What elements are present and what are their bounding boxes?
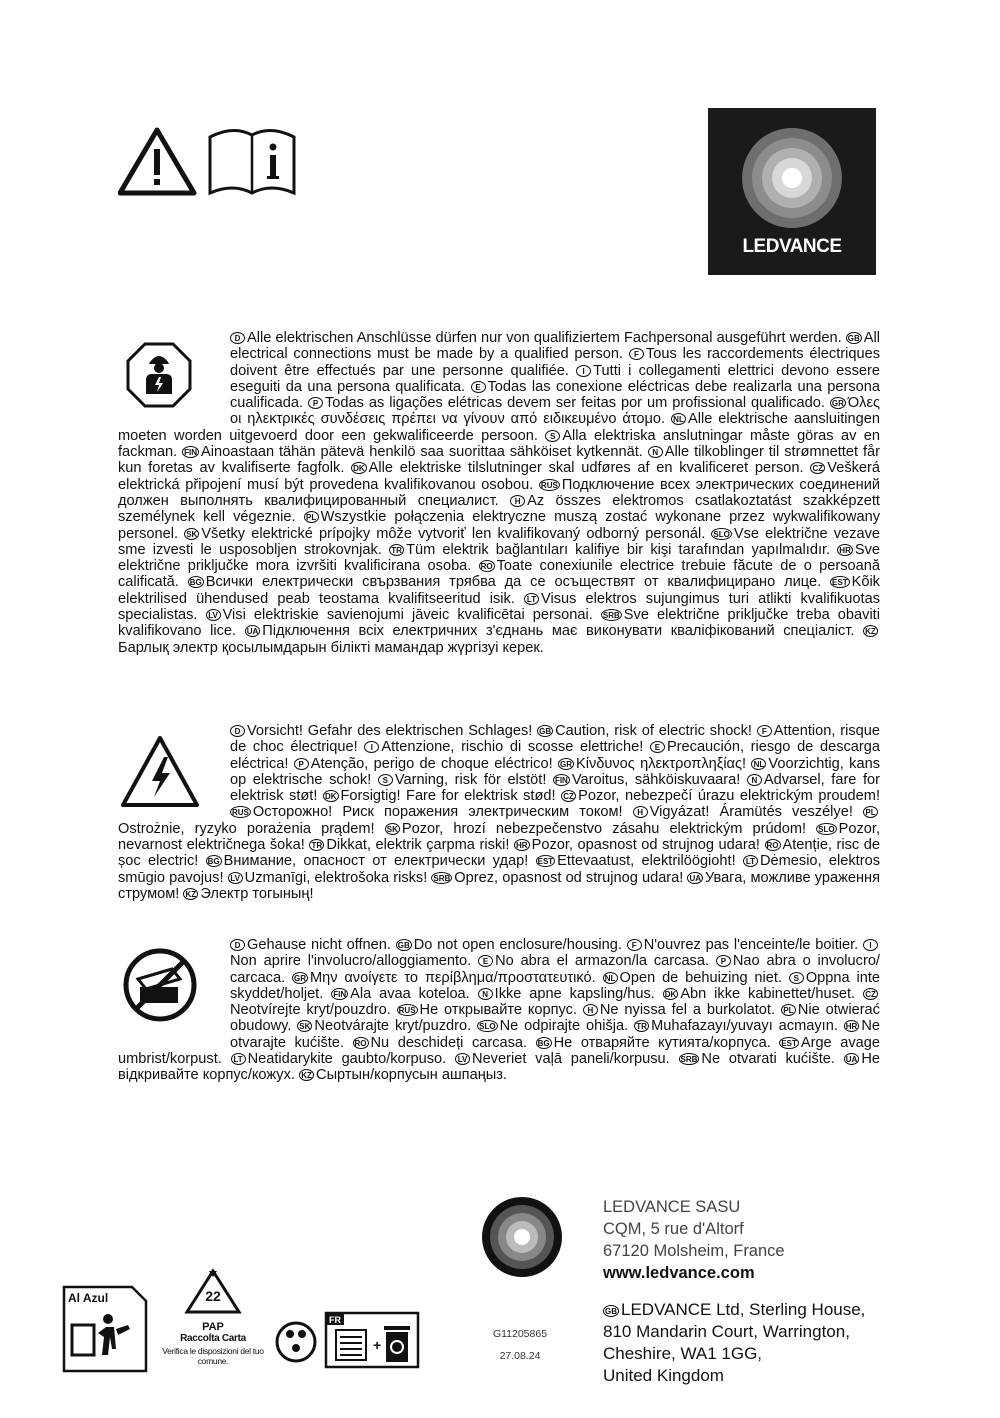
country-code-badge: S: [378, 774, 393, 786]
country-code-badge: TR: [309, 839, 324, 851]
lang-entry: [378, 772, 553, 788]
lang-entry: [583, 1002, 781, 1018]
country-code-badge: S: [545, 430, 560, 442]
lang-entry: [364, 739, 650, 755]
country-code-badge: I: [863, 939, 878, 951]
country-code-badge: F: [627, 939, 642, 951]
country-code-badge: D: [230, 939, 245, 951]
enclosure-section: [118, 937, 880, 1084]
entry-text: Ala avaa koteloa.: [350, 985, 470, 1002]
lang-entry: [679, 1051, 844, 1067]
entry-text: Alle elektrischen Anschlüsse dürfen nur von qualifiziertem Fachpersonal ausgeführt werden.: [247, 330, 842, 346]
lang-entry: [455, 1051, 678, 1067]
entry-text: Не отваряйте кутията/корпуса.: [553, 1034, 771, 1051]
entry-text: Dėmesio, elektros smūgio pavojus!: [118, 853, 881, 886]
entry-text: Toate conexiunile electrice trebuie făcute de o persoană calificată.: [118, 558, 880, 591]
lang-entry: [206, 607, 601, 623]
lang-entry: [331, 986, 477, 1002]
country-code-badge: SRB: [680, 1055, 698, 1065]
country-code-badge: SRB: [433, 873, 451, 883]
entry-text: Не відкривайте корпус/кожух.: [118, 1051, 880, 1084]
lang-entry: [299, 1067, 507, 1083]
lang-entry: [431, 870, 687, 886]
country-code-badge: FIN: [554, 775, 568, 785]
entry-text: Caution, risk of electric shock!: [555, 723, 752, 739]
lang-entry: [396, 937, 627, 953]
entry-text: Nao abra o involucro/ carcaca.: [230, 953, 880, 986]
country-code-badge: I: [364, 741, 379, 753]
country-code-badge: H: [633, 806, 648, 818]
country-code-badge: GB: [397, 941, 410, 950]
lang-entry: [603, 970, 789, 986]
entry-text: Pozor, opasnost od strujnog udara!: [531, 837, 760, 854]
country-code-badge: P: [294, 758, 309, 770]
country-code-badge: E: [478, 955, 493, 967]
country-code-badge: SK: [186, 529, 198, 539]
qualified-person-section: [118, 330, 880, 656]
entry-text: Do not open enclosure/housing.: [413, 937, 622, 953]
lang-entry: [478, 986, 663, 1002]
country-code-badge: F: [629, 348, 644, 360]
entry-text: Sve električne priključke mora izvršiti kvalificirana osoba.: [118, 541, 881, 575]
entry-text: Non aprire l'involucro/alloggiamento.: [230, 953, 472, 970]
country-code-badge: PL: [781, 1004, 796, 1016]
pap-recycling-mark: [160, 1268, 266, 1374]
lang-entry: [230, 937, 396, 953]
country-code-badge: CZ: [810, 462, 825, 474]
entry-text: Сыртын/корпусын ашпаңыз.: [316, 1067, 507, 1084]
pap-label: PAP: [202, 1321, 224, 1333]
lang-entry: [389, 542, 837, 558]
lang-entry: [478, 953, 716, 969]
entry-text: Ne otvarajte kućište.: [230, 1018, 880, 1051]
country-code-badge: GR: [831, 399, 844, 409]
lang-entry: [230, 804, 633, 820]
country-code-badge: S: [789, 972, 804, 984]
country-code-badge: P: [716, 955, 731, 967]
entry-text: Voorzichtig, kans op elektrische schok!: [230, 755, 880, 788]
country-code-badge: CZ: [561, 790, 576, 802]
entry-text: Vse električne vezave sme izvesti le usposobljen strokovnjak.: [118, 525, 880, 558]
al-azul-recycling-mark: [62, 1285, 148, 1373]
country-code-badge: HR: [516, 841, 528, 851]
brand-circles-icon: [708, 108, 876, 233]
entry-text: Neveriet vaļā paneli/korpusu.: [472, 1051, 670, 1068]
country-code-badge: CZ: [863, 988, 878, 1000]
website-link[interactable]: www.ledvance.com: [603, 1264, 755, 1282]
country-code-badge: LV: [455, 1053, 470, 1065]
country-code-badge: I: [576, 365, 591, 377]
entry-text: Gehause nicht offnen.: [247, 937, 391, 953]
entry-text: Внимание, опасност от електрически удар!: [223, 853, 529, 870]
entry-text: Nu deschideți carcasa.: [370, 1034, 528, 1051]
country-code-badge: PL: [304, 511, 319, 523]
country-code-badge: UA: [845, 1055, 858, 1065]
entry-text: Ettevaatust, elektrilöögioht!: [557, 853, 736, 870]
entry-text: Advarsel, fare for elektrisk støt!: [230, 771, 880, 805]
country-code-badge: NL: [603, 972, 618, 984]
triman-people-icon: [277, 1323, 315, 1361]
lang-entry: [634, 1018, 844, 1034]
entry-text: Visus elektros sujungimus turi atlikti kvalifikuotas specialistas.: [118, 590, 880, 624]
country-code-badge: TR: [389, 544, 404, 556]
electric-shock-warning-icon: [118, 723, 230, 819]
country-code-badge: P: [308, 397, 323, 409]
lang-entry: [397, 1002, 583, 1018]
entry-text: Muhafazayı/yuvayı acmayın.: [651, 1018, 838, 1035]
footer-ledvance-circles-icon: [482, 1197, 562, 1277]
lang-entry: [553, 772, 747, 788]
entry-text: Open de behuizing niet.: [619, 969, 782, 986]
lang-entry: [663, 986, 863, 1002]
electric-shock-section: [118, 723, 880, 902]
entry-text: Atenção, perigo de choque eléctrico!: [310, 755, 553, 772]
country-code-badge: EST: [537, 857, 554, 867]
country-code-badge: BG: [189, 578, 202, 588]
country-code-badge: RUS: [398, 1006, 416, 1016]
entry-text: Todas las conexione eléctricas debe realizarla una persona cualificada.: [230, 378, 880, 412]
country-code-badge: LT: [524, 593, 539, 605]
country-code-badge: SK: [299, 1022, 311, 1032]
lang-entry: [188, 574, 830, 590]
entry-text: Kõik elektrilised ühendused peab teostama kvalifitseeritud isik.: [118, 574, 880, 607]
country-code-badge: RUS: [232, 808, 249, 818]
lang-entry: [184, 526, 711, 542]
entry-text: Όλες οι ηλεκτρικές συνδέσεις πρέπει να γίνουν από ειδικευμένο άτομο.: [230, 395, 880, 428]
entry-text: Abn ikke kabinettet/huset.: [680, 985, 856, 1002]
address-line-2: 67120 Molsheim, France: [603, 1242, 785, 1260]
entry-text: Vorsicht! Gefahr des elektrischen Schlages!: [247, 723, 533, 739]
uk-line-4: United Kingdom: [603, 1366, 724, 1385]
lang-entry: [230, 330, 846, 346]
country-code-badge: LT: [743, 855, 758, 867]
entry-text: Барлық электр қосылымдарын білікті мамандар жүргізуі керек.: [118, 639, 544, 656]
company-address: [603, 1196, 785, 1284]
entry-text: Az összes elektromos csatlakoztatást szakképzett személynek kell végeznie.: [118, 492, 880, 526]
entry-text: Alle elektrische aansluitingen moeten worden uitgevoerd door een gekwalificeerde persoon.: [118, 411, 880, 444]
country-code-badge: D: [230, 725, 245, 737]
entry-text: Atenție, risc de șoc electric!: [118, 837, 881, 870]
entry-text: Veškerá elektrická připojení musí být provedena kvalifikovanou osobou.: [118, 460, 881, 493]
pap-raccolta: Raccolta Carta: [180, 1333, 246, 1344]
triman-country: FR: [329, 1315, 341, 1325]
country-code-badge: N: [747, 774, 762, 786]
country-code-badge: N: [648, 446, 663, 458]
country-code-badge: BG: [537, 1038, 550, 1048]
entry-text: No abra el armazon/la carcasa.: [495, 953, 710, 970]
uk-line-2: 810 Mandarin Court, Warrington,: [603, 1322, 850, 1341]
lang-entry: [477, 1018, 634, 1034]
entry-text: Ne nyissa fel a burkolatot.: [599, 1002, 776, 1019]
country-code-badge: GR: [559, 759, 572, 769]
qualified-electrician-icon: [118, 330, 230, 412]
entry-text: Pozor, nevarnost električnega šoka!: [118, 820, 880, 854]
entry-text: Todas as ligações elétricas devem ser feitas por um profissional qualificado.: [324, 395, 825, 412]
entry-text: Varning, risk för elstöt!: [394, 771, 547, 788]
country-code-badge: SK: [386, 824, 398, 834]
country-code-badge: RUS: [540, 480, 558, 490]
uk-address: [603, 1299, 865, 1387]
entry-text: N'ouvrez pas l'enceinte/le boitier.: [643, 937, 859, 953]
lang-entry: [292, 970, 603, 986]
country-code-badge: DK: [353, 464, 365, 474]
entry-text: Ne odpirajte ohišja.: [499, 1018, 629, 1035]
country-code-badge: FIN: [184, 448, 198, 458]
entry-text: Μην ανοίγετε το περίβλημα/προστατευτικό.: [309, 969, 596, 986]
entry-text: Подключение всех электрических соединений должен выполнять квалифицированный специалист.: [118, 476, 880, 509]
country-code-badge: UA: [689, 873, 702, 883]
country-code-badge: SLO: [818, 824, 835, 834]
country-code-badge: EST: [832, 578, 848, 588]
country-code-badge: FIN: [333, 989, 347, 999]
lang-entry: [385, 821, 816, 837]
entry-text: Vigyázat! Áramütés veszélye!: [649, 804, 853, 821]
country-code-badge: GR: [293, 973, 306, 983]
document-codes: [480, 1323, 560, 1367]
country-code-badge: NL: [751, 758, 766, 770]
header-symbols: [118, 125, 298, 197]
country-code-badge: NL: [671, 413, 686, 425]
entry-text: Všetky elektrické prípojky môže vytvoriť len kvalifikovaný odborný personál.: [201, 525, 706, 542]
country-code-badge: TR: [634, 1020, 649, 1032]
entry-text: Підключення всіх електричних з'єднань має виконувати кваліфікований спеціаліст.: [262, 623, 855, 640]
lang-entry: [183, 886, 313, 902]
country-code-badge: F: [757, 725, 772, 737]
country-code-badge: EST: [781, 1038, 797, 1048]
entry-text: Uzmanīgi, elektrošoka risks!: [244, 869, 428, 886]
uk-line-3: Cheshire, WA1 1GG,: [603, 1344, 763, 1363]
country-code-badge: D: [230, 332, 245, 344]
country-code-badge: GB: [539, 727, 552, 736]
lang-entry: [627, 937, 863, 953]
country-code-badge: SRB: [602, 611, 620, 621]
lang-entry: [536, 853, 743, 869]
lang-entry: [297, 1018, 477, 1034]
entry-text: Pozor, hrozí nebezpečenstvo zásahu elektrickým prúdom!: [401, 820, 807, 837]
country-code-badge: DK: [664, 989, 677, 999]
lang-entry: [351, 460, 810, 476]
lang-entry: [514, 837, 764, 853]
country-code-badge: KZ: [863, 625, 878, 637]
triman-mark: [274, 1310, 420, 1370]
entry-text: Neatidarykite gaubto/korpuso.: [247, 1051, 447, 1068]
entry-text: Осторожно! Риск поражения электрическим током!: [252, 804, 623, 821]
lang-entry: [353, 1035, 536, 1051]
lang-entry: [231, 1051, 455, 1067]
entry-text: Precaución, riesgo de descarga eléctrica!: [230, 739, 880, 772]
country-code-badge: PL: [863, 806, 878, 818]
entry-text: Ostrożnie, ryzyko porażenia prądem!: [118, 820, 375, 837]
manual-info-icon: [210, 130, 294, 193]
recycle-triangle-icon: [183, 1268, 243, 1316]
lang-entry: [294, 756, 558, 772]
country-code-badge: H: [583, 1004, 598, 1016]
lang-entry: [536, 1035, 780, 1051]
entry-text: Tutti i collegamenti elettrici devono essere eseguiti da una persona qualificata.: [230, 362, 880, 395]
entry-text: Всички електрически свързвания трябва да се осъществят от квалифицирано лице.: [205, 574, 822, 591]
entry-text: Tous les raccordements électriques doivent être effectués par une personne qualifiée.: [230, 346, 880, 379]
lang-entry: [323, 788, 561, 804]
entry-text: Visi elektriskie savienojumi jāveic kvalificētai personai.: [222, 607, 593, 624]
lang-entry: [561, 788, 880, 804]
lang-entry: [228, 870, 432, 886]
country-code-badge: E: [471, 381, 486, 393]
country-code-badge: BG: [207, 857, 220, 867]
entry-text: Neotvárajte kryt/puzdro.: [314, 1018, 472, 1035]
country-code-badge: HR: [839, 545, 851, 555]
entry-text: Nie otwierać obudowy.: [230, 1002, 880, 1035]
entry-text: Neotvírejte kryt/pouzdro.: [230, 1002, 391, 1019]
entry-text: Varoitus, sähköiskuvaara!: [571, 771, 741, 788]
lang-entry: [633, 804, 863, 820]
entry-text: Увага, можливе ураження струмом!: [118, 869, 880, 902]
doc-code: G11205865: [492, 1328, 548, 1340]
entry-text: Dikkat, elektrik çarpma riski!: [326, 837, 510, 854]
country-code-badge: E: [650, 741, 665, 753]
entry-text: Κίνδυνος ηλεκτροπληξίας!: [575, 755, 747, 772]
pap-note: Verifica le disposizioni del tuo comune.: [162, 1346, 264, 1366]
lang-entry: [230, 723, 537, 739]
country-code-badge: GB: [605, 1307, 617, 1316]
entry-text: Wszystkie połączenia elektryczne muszą zostać wykonane przez wykwalifikowany personel.: [118, 509, 880, 542]
country-code-badge: RO: [480, 562, 493, 572]
address-line-1: CQM, 5 rue d'Altorf: [603, 1220, 744, 1238]
lang-entry: [206, 853, 536, 869]
lang-entry: [537, 723, 757, 739]
entry-text: Attention, risque de choc électrique!: [230, 723, 880, 756]
lang-entry: [309, 837, 514, 853]
uk-line-1: LEDVANCE Ltd, Sterling House,: [621, 1300, 866, 1319]
country-code-badge: DK: [324, 792, 337, 802]
country-code-badge: RO: [766, 841, 779, 851]
svg-text:+: +: [373, 1337, 382, 1353]
lang-entry: [182, 444, 648, 460]
country-code-badge: LV: [228, 872, 243, 884]
entry-text: Attenzione, rischio di scosse elettriche!: [381, 739, 644, 756]
entry-text: Ikke apne kapsling/hus.: [494, 985, 655, 1002]
al-azul-label: Al Azul: [68, 1291, 109, 1305]
lang-entry: [308, 395, 830, 411]
brand-name: LEDVANCE: [742, 236, 842, 257]
warning-triangle-icon: [120, 130, 194, 193]
lang-entry: [245, 623, 863, 639]
entry-text: Не открывайте корпус.: [419, 1002, 578, 1019]
entry-text: Oppna inte skyddet/holjet.: [230, 969, 880, 1002]
country-code-badge: SLO: [713, 529, 730, 539]
country-code-badge: LV: [206, 609, 221, 621]
country-code-badge: KZ: [299, 1069, 314, 1081]
country-code-badge: UA: [246, 627, 259, 637]
country-code-badge: GB: [847, 334, 860, 343]
entry-text: Alle elektriske tilslutninger skal udføres af en kvalificeret person.: [368, 460, 804, 477]
entry-text: Arge avage umbrist/korpust.: [118, 1034, 880, 1068]
pap-number: 22: [205, 1288, 221, 1304]
recycling-bin-icon: [384, 1326, 410, 1362]
lang-entry: [558, 756, 751, 772]
do-not-open-enclosure-icon: [118, 937, 230, 1035]
company-name: LEDVANCE SASU: [603, 1198, 741, 1216]
country-code-badge: H: [510, 495, 525, 507]
country-code-badge: RO: [354, 1038, 367, 1048]
entry-text: Forsigtig! Fare for elektrisk stød!: [340, 788, 556, 805]
entry-text: Alla elektriska anslutningar måste göras av en fackman.: [118, 427, 880, 461]
entry-text: Ainoastaan tähän pätevä henkilö saa suorittaa sähköiset kytkennät.: [201, 444, 643, 461]
paper-stack-icon: [336, 1330, 366, 1360]
entry-text: Alle tilkoblinger til strømnettet får kun foretas av kvalifiserte fagfolk.: [118, 444, 880, 477]
country-code-badge: LT: [231, 1053, 246, 1065]
entry-text: Pozor, nebezpečí úrazu elektrickým proudem!: [578, 788, 881, 805]
country-code-badge: SLO: [479, 1022, 496, 1032]
entry-text: Электр тогының!: [200, 885, 314, 902]
entry-text: Oprez, opasnost od strujnog udara!: [454, 869, 684, 886]
country-code-badge: KZ: [183, 888, 198, 900]
entry-text: All electrical connections must be made by a qualified person.: [230, 330, 880, 363]
entry-text: Sve električne priključke treba obaviti kvalifikovano lice.: [118, 607, 880, 640]
entry-text: Tüm elektrik bağlantıları kalifiye bir kişi tarafından yapılmalıdır.: [406, 541, 831, 558]
doc-date: 27.08.24: [499, 1350, 541, 1362]
country-code-badge: N: [478, 988, 493, 1000]
ledvance-logo: [708, 108, 876, 275]
country-code-badge: HR: [845, 1022, 858, 1032]
entry-text: Ne otvarati kućište.: [701, 1051, 835, 1068]
